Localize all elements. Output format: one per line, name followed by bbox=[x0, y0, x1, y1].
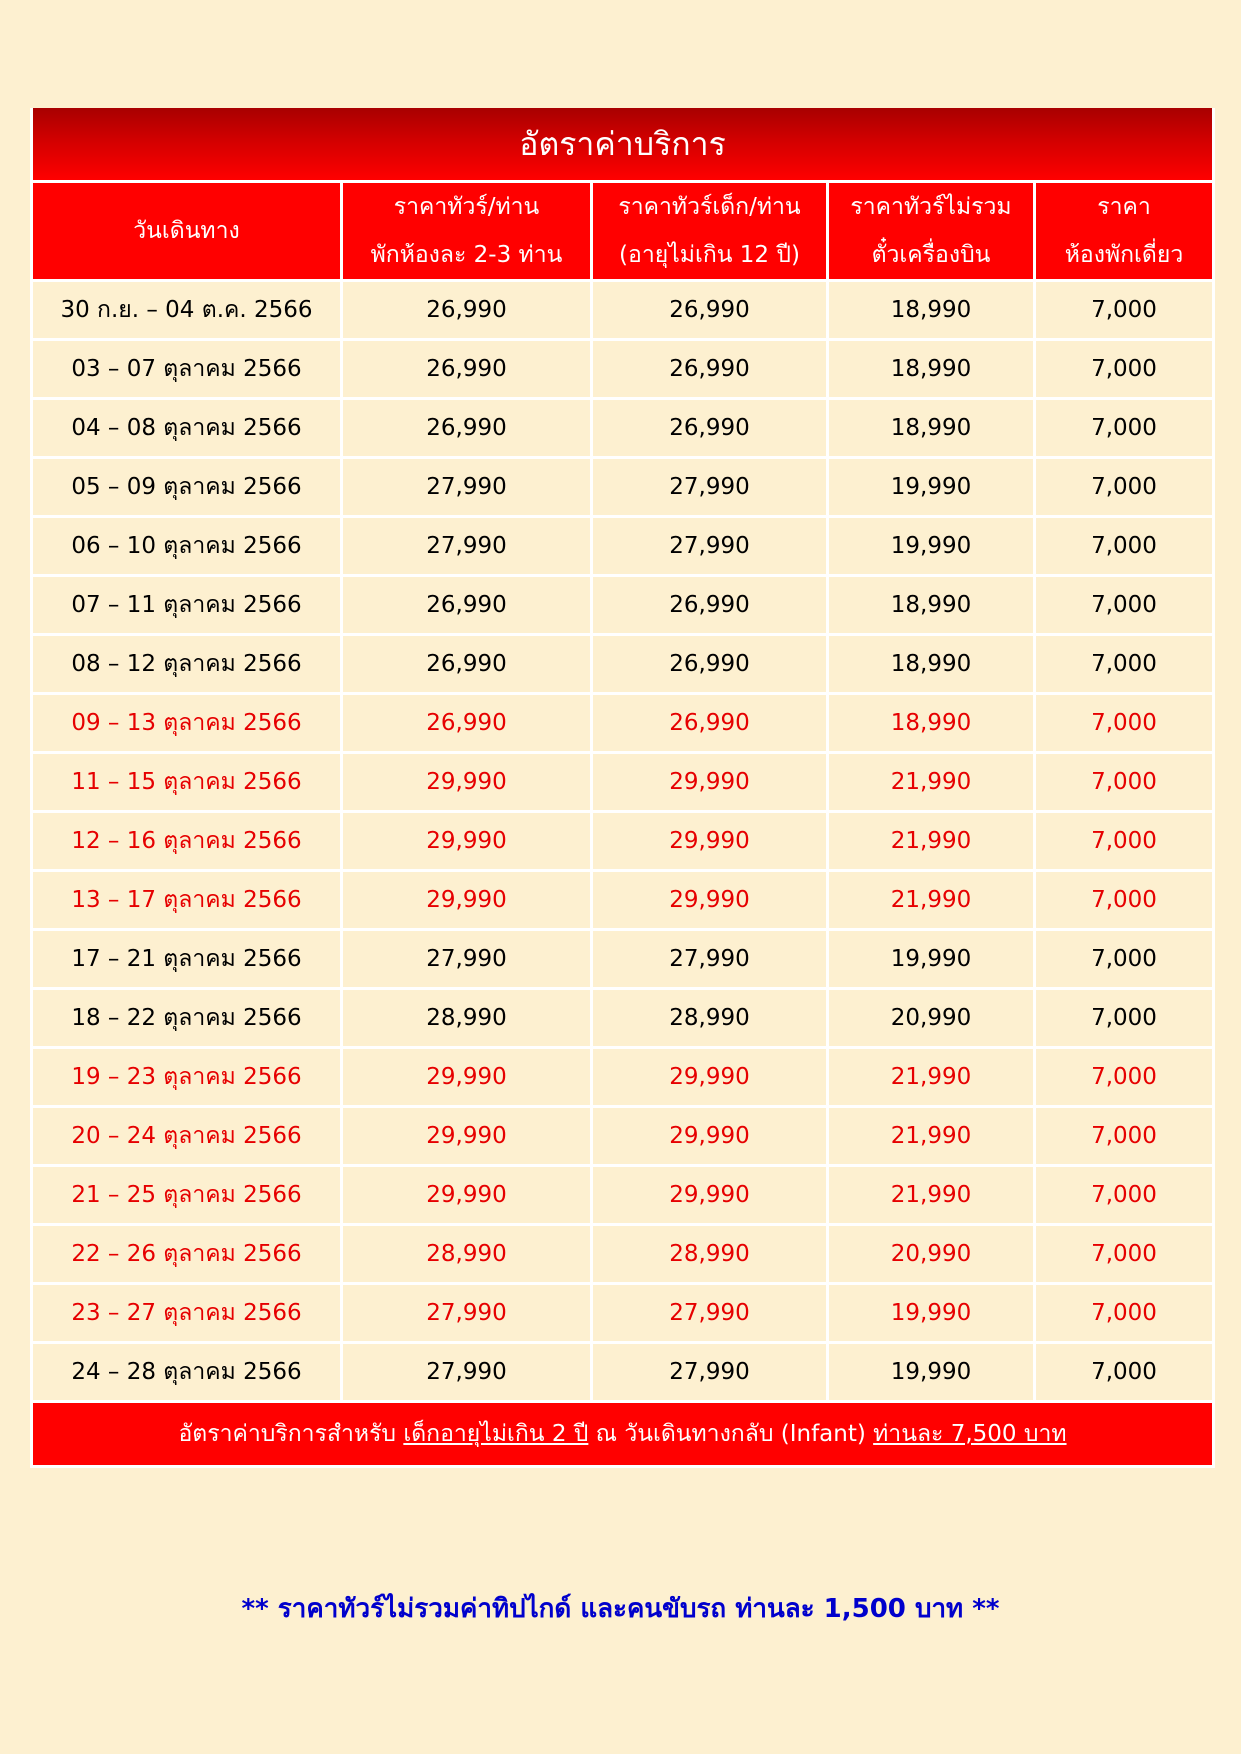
header-adult-line1: ราคาทัวร์/ท่าน bbox=[393, 194, 540, 220]
cell-date: 18 – 22 ตุลาคม 2566 bbox=[32, 989, 342, 1048]
table-row bbox=[32, 1284, 1214, 1343]
table-row bbox=[32, 1048, 1214, 1107]
cell-adult: 29,990 bbox=[342, 871, 592, 930]
infant-prefix: อัตราค่าบริการสำหรับ bbox=[178, 1421, 404, 1447]
cell-date: 30 ก.ย. – 04 ต.ค. 2566 bbox=[32, 281, 342, 340]
cell-child: 29,990 bbox=[592, 1048, 828, 1107]
cell-date: 11 – 15 ตุลาคม 2566 bbox=[32, 753, 342, 812]
header-date bbox=[32, 182, 342, 281]
cell-no-flight: 21,990 bbox=[828, 753, 1035, 812]
title-row bbox=[32, 108, 1214, 182]
cell-adult: 29,990 bbox=[342, 1166, 592, 1225]
cell-child: 26,990 bbox=[592, 281, 828, 340]
cell-no-flight: 21,990 bbox=[828, 1166, 1035, 1225]
cell-no-flight: 19,990 bbox=[828, 1343, 1035, 1402]
header-child-price bbox=[592, 182, 828, 281]
cell-adult: 27,990 bbox=[342, 458, 592, 517]
cell-single: 7,000 bbox=[1035, 1107, 1214, 1166]
cell-single: 7,000 bbox=[1035, 576, 1214, 635]
cell-adult: 27,990 bbox=[342, 930, 592, 989]
cell-single: 7,000 bbox=[1035, 930, 1214, 989]
cell-date: 22 – 26 ตุลาคม 2566 bbox=[32, 1225, 342, 1284]
cell-single: 7,000 bbox=[1035, 399, 1214, 458]
table-row bbox=[32, 871, 1214, 930]
price-table bbox=[30, 108, 1215, 1468]
cell-single: 7,000 bbox=[1035, 694, 1214, 753]
cell-no-flight: 21,990 bbox=[828, 812, 1035, 871]
cell-date: 13 – 17 ตุลาคม 2566 bbox=[32, 871, 342, 930]
cell-child: 29,990 bbox=[592, 753, 828, 812]
cell-date: 04 – 08 ตุลาคม 2566 bbox=[32, 399, 342, 458]
cell-single: 7,000 bbox=[1035, 871, 1214, 930]
cell-no-flight: 20,990 bbox=[828, 1225, 1035, 1284]
cell-no-flight: 19,990 bbox=[828, 458, 1035, 517]
cell-adult: 26,990 bbox=[342, 399, 592, 458]
cell-date: 06 – 10 ตุลาคม 2566 bbox=[32, 517, 342, 576]
cell-adult: 26,990 bbox=[342, 635, 592, 694]
cell-child: 27,990 bbox=[592, 1343, 828, 1402]
table-row bbox=[32, 812, 1214, 871]
cell-child: 28,990 bbox=[592, 989, 828, 1048]
infant-middle: ณ วันเดินทางกลับ (Infant) bbox=[588, 1421, 874, 1447]
infant-price: ท่านละ 7,500 บาท bbox=[873, 1421, 1067, 1447]
cell-single: 7,000 bbox=[1035, 989, 1214, 1048]
cell-date: 07 – 11 ตุลาคม 2566 bbox=[32, 576, 342, 635]
cell-single: 7,000 bbox=[1035, 517, 1214, 576]
cell-child: 26,990 bbox=[592, 340, 828, 399]
cell-child: 28,990 bbox=[592, 1225, 828, 1284]
table-row bbox=[32, 399, 1214, 458]
cell-no-flight: 21,990 bbox=[828, 1107, 1035, 1166]
cell-date: 21 – 25 ตุลาคม 2566 bbox=[32, 1166, 342, 1225]
cell-adult: 26,990 bbox=[342, 340, 592, 399]
tip-note: ** ราคาทัวร์ไม่รวมค่าทิปไกด์ และคนขับรถ ท่านละ 1,500 บาท ** bbox=[241, 1594, 1000, 1624]
cell-no-flight: 21,990 bbox=[828, 871, 1035, 930]
cell-child: 26,990 bbox=[592, 694, 828, 753]
cell-adult: 26,990 bbox=[342, 281, 592, 340]
cell-date: 19 – 23 ตุลาคม 2566 bbox=[32, 1048, 342, 1107]
cell-child: 29,990 bbox=[592, 1107, 828, 1166]
table-row bbox=[32, 930, 1214, 989]
cell-adult: 26,990 bbox=[342, 694, 592, 753]
cell-no-flight: 18,990 bbox=[828, 576, 1035, 635]
cell-child: 27,990 bbox=[592, 517, 828, 576]
cell-child: 29,990 bbox=[592, 1166, 828, 1225]
cell-no-flight: 21,990 bbox=[828, 1048, 1035, 1107]
cell-no-flight: 18,990 bbox=[828, 399, 1035, 458]
cell-date: 12 – 16 ตุลาคม 2566 bbox=[32, 812, 342, 871]
cell-single: 7,000 bbox=[1035, 1225, 1214, 1284]
table-row bbox=[32, 753, 1214, 812]
table-row bbox=[32, 458, 1214, 517]
header-date-label: วันเดินทาง bbox=[133, 218, 240, 244]
table-title: อัตราค่าบริการ bbox=[32, 108, 1214, 182]
table-row bbox=[32, 576, 1214, 635]
cell-date: 03 – 07 ตุลาคม 2566 bbox=[32, 340, 342, 399]
header-adult-price bbox=[342, 182, 592, 281]
header-no-flight-price bbox=[828, 182, 1035, 281]
cell-adult: 27,990 bbox=[342, 1284, 592, 1343]
cell-no-flight: 18,990 bbox=[828, 635, 1035, 694]
table-row bbox=[32, 1166, 1214, 1225]
table-row bbox=[32, 989, 1214, 1048]
cell-date: 17 – 21 ตุลาคม 2566 bbox=[32, 930, 342, 989]
cell-date: 23 – 27 ตุลาคม 2566 bbox=[32, 1284, 342, 1343]
cell-single: 7,000 bbox=[1035, 753, 1214, 812]
table-row bbox=[32, 635, 1214, 694]
cell-no-flight: 19,990 bbox=[828, 930, 1035, 989]
cell-single: 7,000 bbox=[1035, 635, 1214, 694]
table-row bbox=[32, 340, 1214, 399]
cell-single: 7,000 bbox=[1035, 340, 1214, 399]
cell-date: 08 – 12 ตุลาคม 2566 bbox=[32, 635, 342, 694]
header-single-room-price bbox=[1035, 182, 1214, 281]
cell-adult: 29,990 bbox=[342, 1048, 592, 1107]
table-row bbox=[32, 1343, 1214, 1402]
cell-date: 09 – 13 ตุลาคม 2566 bbox=[32, 694, 342, 753]
cell-child: 26,990 bbox=[592, 576, 828, 635]
header-row bbox=[32, 182, 1214, 281]
cell-single: 7,000 bbox=[1035, 1166, 1214, 1225]
cell-no-flight: 18,990 bbox=[828, 694, 1035, 753]
infant-age: เด็กอายุไม่เกิน 2 ปี bbox=[403, 1421, 589, 1447]
cell-adult: 26,990 bbox=[342, 576, 592, 635]
cell-date: 05 – 09 ตุลาคม 2566 bbox=[32, 458, 342, 517]
cell-child: 27,990 bbox=[592, 458, 828, 517]
cell-no-flight: 19,990 bbox=[828, 1284, 1035, 1343]
cell-child: 29,990 bbox=[592, 871, 828, 930]
cell-child: 26,990 bbox=[592, 635, 828, 694]
cell-no-flight: 19,990 bbox=[828, 517, 1035, 576]
cell-adult: 28,990 bbox=[342, 989, 592, 1048]
header-no-flight-line1: ราคาทัวร์ไม่รวม bbox=[850, 194, 1012, 220]
table-row bbox=[32, 281, 1214, 340]
cell-child: 27,990 bbox=[592, 930, 828, 989]
cell-child: 29,990 bbox=[592, 812, 828, 871]
header-child-line1: ราคาทัวร์เด็ก/ท่าน bbox=[618, 194, 801, 220]
table-row bbox=[32, 694, 1214, 753]
table-row bbox=[32, 1225, 1214, 1284]
cell-single: 7,000 bbox=[1035, 1284, 1214, 1343]
cell-single: 7,000 bbox=[1035, 812, 1214, 871]
cell-child: 26,990 bbox=[592, 399, 828, 458]
cell-adult: 29,990 bbox=[342, 753, 592, 812]
cell-adult: 28,990 bbox=[342, 1225, 592, 1284]
header-single-line1: ราคา bbox=[1097, 194, 1151, 220]
cell-no-flight: 20,990 bbox=[828, 989, 1035, 1048]
cell-single: 7,000 bbox=[1035, 1343, 1214, 1402]
table-row bbox=[32, 1107, 1214, 1166]
cell-adult: 29,990 bbox=[342, 1107, 592, 1166]
cell-date: 20 – 24 ตุลาคม 2566 bbox=[32, 1107, 342, 1166]
cell-adult: 27,990 bbox=[342, 517, 592, 576]
infant-price-note bbox=[32, 1402, 1214, 1467]
cell-no-flight: 18,990 bbox=[828, 281, 1035, 340]
cell-adult: 27,990 bbox=[342, 1343, 592, 1402]
header-no-flight-line2: ตั๋วเครื่องบิน bbox=[871, 242, 991, 268]
table-row bbox=[32, 517, 1214, 576]
header-adult-line2: พักห้องละ 2-3 ท่าน bbox=[370, 242, 563, 268]
cell-single: 7,000 bbox=[1035, 458, 1214, 517]
header-single-line2: ห้องพักเดี่ยว bbox=[1064, 242, 1184, 268]
cell-single: 7,000 bbox=[1035, 281, 1214, 340]
price-rows bbox=[32, 281, 1214, 1402]
header-child-line2: (อายุไม่เกิน 12 ปี) bbox=[619, 242, 800, 268]
cell-date: 24 – 28 ตุลาคม 2566 bbox=[32, 1343, 342, 1402]
cell-adult: 29,990 bbox=[342, 812, 592, 871]
cell-single: 7,000 bbox=[1035, 1048, 1214, 1107]
infant-row bbox=[32, 1402, 1214, 1467]
cell-no-flight: 18,990 bbox=[828, 340, 1035, 399]
cell-child: 27,990 bbox=[592, 1284, 828, 1343]
